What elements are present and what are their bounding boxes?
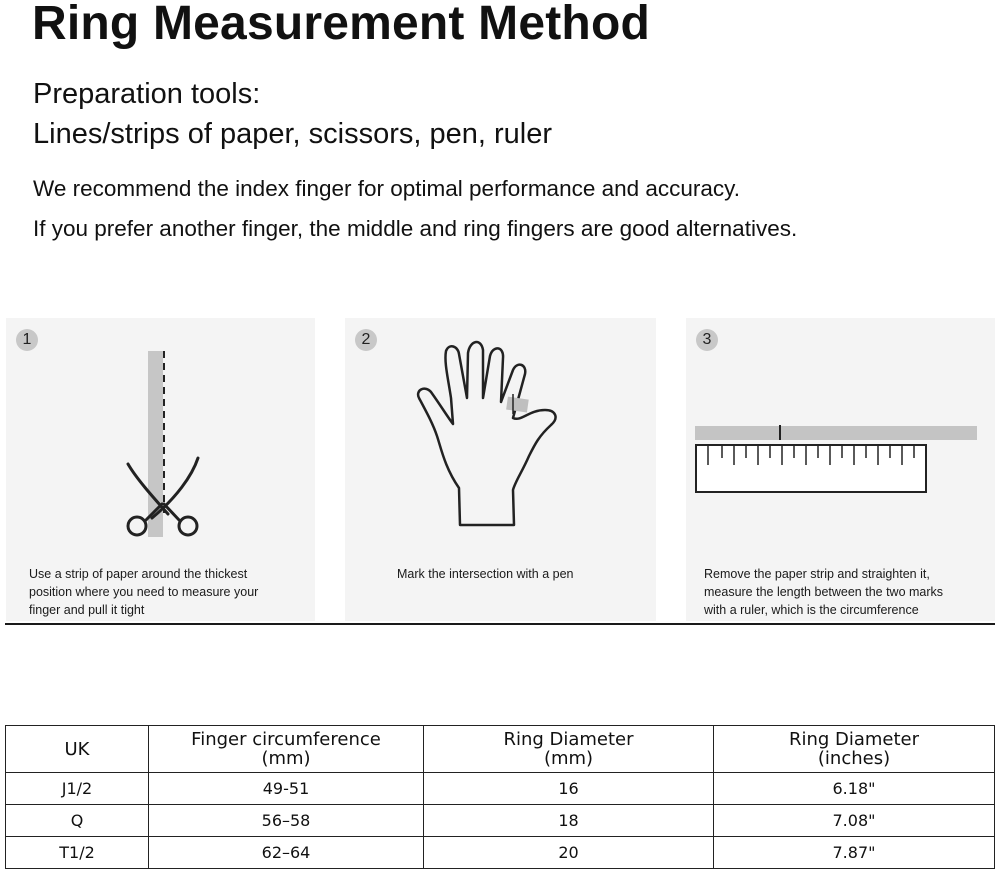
section-divider <box>5 623 995 625</box>
step-2-text: Mark the intersection with a pen <box>397 567 574 581</box>
preparation-label: Preparation tools: <box>33 78 261 110</box>
step-2-number: 2 <box>355 329 377 351</box>
cell-uk: J1/2 <box>6 773 149 805</box>
cell-diameter-inches: 6.18" <box>714 773 995 805</box>
cell-circumference: 56–58 <box>149 805 424 837</box>
step-3-text: Remove the paper strip and straighten it, measure the length between the two marks with a ruler, which is the circumference <box>704 567 944 617</box>
cell-diameter-inches: 7.87" <box>714 837 995 869</box>
header-uk: UK <box>6 726 149 773</box>
recommendation-line-2: If you prefer another finger, the middle and ring fingers are good alternatives. <box>33 216 798 241</box>
header-ring-diameter-mm: Ring Diameter (mm) <box>424 726 714 773</box>
step-1-number: 1 <box>16 329 38 351</box>
cell-circumference: 49-51 <box>149 773 424 805</box>
header-finger-circumference: Finger circumference (mm) <box>149 726 424 773</box>
ring-size-table <box>5 725 995 869</box>
cell-diameter-inches: 7.08" <box>714 805 995 837</box>
preparation-tools: Lines/strips of paper, scissors, pen, ruler <box>33 118 553 150</box>
header-ring-diameter-inches: Ring Diameter (inches) <box>714 726 995 773</box>
table-row <box>6 773 995 805</box>
cell-uk: T1/2 <box>6 837 149 869</box>
recommendation-line-1: We recommend the index finger for optimal performance and accuracy. <box>33 176 741 201</box>
step-2-panel <box>345 318 656 621</box>
hand-icon <box>345 318 656 558</box>
step-1-text: Use a strip of paper around the thickest position where you need to measure your finger and pull it tight <box>29 567 259 617</box>
table-header-row <box>6 726 995 773</box>
cell-diameter-mm: 16 <box>424 773 714 805</box>
ruler-icon <box>686 318 995 558</box>
cell-diameter-mm: 18 <box>424 805 714 837</box>
cell-uk: Q <box>6 805 149 837</box>
scissors-icon <box>6 318 315 558</box>
cell-diameter-mm: 20 <box>424 837 714 869</box>
table-row <box>6 837 995 869</box>
table-row <box>6 805 995 837</box>
step-1-panel <box>6 318 315 621</box>
cell-circumference: 62–64 <box>149 837 424 869</box>
step-3-number: 3 <box>696 329 718 351</box>
page-title: Ring Measurement Method <box>32 0 650 50</box>
step-3-panel <box>686 318 995 621</box>
